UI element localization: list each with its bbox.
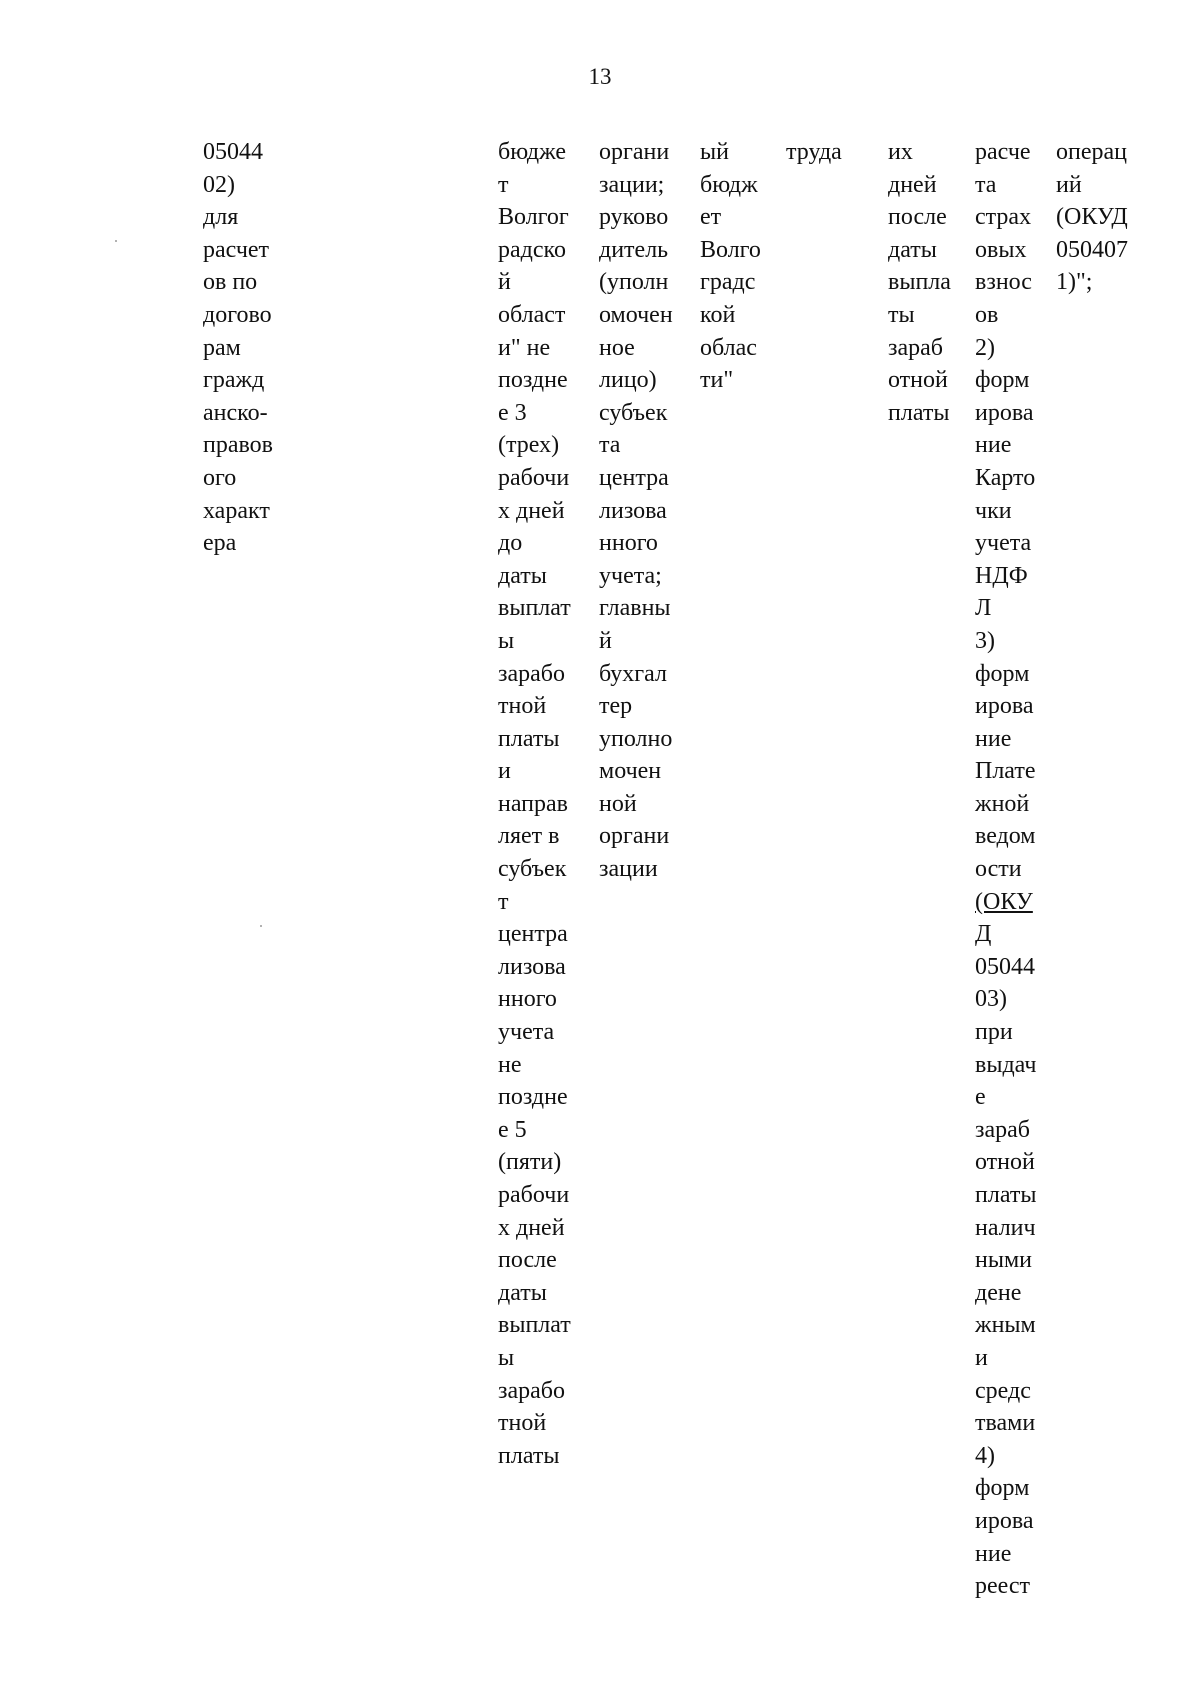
cell-text-line: та [975, 171, 997, 198]
cell-text-line: после [888, 204, 947, 231]
cell-text-line: направ [498, 790, 569, 817]
cell-text-line: даты [498, 1279, 547, 1306]
cell-text-line: ирова [975, 1507, 1034, 1534]
cell-text-line: дней [888, 171, 937, 198]
table-column-8 [1056, 136, 1128, 299]
cell-text-line: главны [599, 595, 671, 622]
cell-text-line: учета; [599, 562, 662, 589]
cell-text-line: при [975, 1019, 1013, 1046]
cell-text-line: ние [975, 1540, 1012, 1567]
cell-text-line: выдач [975, 1051, 1037, 1078]
cell-text-line: лизова [599, 497, 667, 524]
table-column-1 [203, 136, 273, 560]
cell-text-line: учета [975, 530, 1032, 557]
cell-text-line: рам [203, 334, 241, 361]
cell-text-line: нного [498, 986, 557, 1013]
cell-text-line: правов [203, 432, 273, 459]
cell-text-line: зарабо [498, 1377, 565, 1404]
cell-text-line: дене [975, 1279, 1022, 1306]
cell-text-line: уполно [599, 725, 673, 752]
table-column-3 [599, 136, 673, 886]
cell-text-line: 3) [975, 627, 995, 654]
cell-text-line: жной [975, 790, 1030, 817]
cell-text-line: мочен [599, 758, 662, 785]
cell-text-line: до [498, 530, 523, 557]
cell-text-line: зараб [975, 1116, 1030, 1143]
cell-text-line: ов [975, 301, 999, 328]
cell-text-line: отной [975, 1149, 1035, 1176]
cell-text-line: зараб [888, 334, 943, 361]
cell-text-line: е 3 [498, 399, 527, 426]
cell-text-line: ние [975, 725, 1012, 752]
scan-speck [115, 240, 117, 242]
cell-text-line: х дней [498, 1214, 565, 1241]
cell-text-line: учета [498, 1019, 555, 1046]
cell-text-line: даты [498, 562, 547, 589]
cell-text-line: 4) [975, 1442, 995, 1469]
cell-text-line: гражд [203, 367, 265, 394]
cell-text-line: чки [975, 497, 1012, 524]
cell-text-line: ы [498, 627, 515, 654]
cell-text-line: рабочи [498, 1182, 570, 1208]
cell-text-line: труда [786, 139, 842, 165]
cell-text-line: та [599, 432, 621, 459]
cell-text-line: форм [975, 367, 1030, 394]
cell-text-line: зарабо [498, 660, 565, 687]
cell-text-line: 03) [975, 986, 1007, 1013]
cell-text-line: анско- [203, 399, 268, 426]
cell-text-line: платы [975, 1182, 1037, 1208]
cell-text-line: нного [599, 530, 658, 557]
cell-text-line: выпла [888, 269, 951, 296]
cell-text-line: налич [975, 1214, 1036, 1241]
cell-text-line: кой [700, 301, 736, 328]
cell-text-line: (трех) [498, 432, 560, 459]
cell-text-line: платы [498, 1442, 560, 1469]
cell-text-line: градс [700, 269, 756, 296]
cell-text-line: НДФ [975, 562, 1028, 589]
cell-text-line: лицо) [599, 367, 657, 394]
cell-text-line: ости [975, 856, 1022, 883]
cell-text-line: для [203, 204, 239, 231]
cell-text-line: ий [1056, 171, 1082, 198]
cell-text-line: Д [975, 921, 992, 948]
cell-text-line: 05044 [203, 139, 263, 165]
cell-text-line: ты [888, 301, 915, 328]
table-column-5 [786, 136, 842, 169]
cell-text-line: отной [888, 367, 948, 394]
cell-text-line: 02) [203, 171, 235, 198]
cell-text-line: дитель [599, 236, 669, 263]
cell-text-line: бюдж [700, 171, 758, 198]
cell-text-line: платы [888, 399, 950, 426]
cell-text-line: (ОКУД [1056, 204, 1128, 231]
cell-text-line: расче [975, 139, 1031, 165]
cell-text-line: ов по [203, 269, 258, 296]
cell-text-line: област [498, 301, 566, 328]
cell-text-line: операц [1056, 139, 1127, 165]
cell-text-line: органи [599, 139, 670, 165]
cell-text-line: после [498, 1247, 557, 1274]
cell-text-line: Волго [700, 236, 761, 263]
cell-text-line: (уполн [599, 269, 669, 296]
cell-text-line: 1)"; [1056, 269, 1093, 296]
cell-text-line: ведом [975, 823, 1036, 850]
cell-text-line: поздне [498, 1084, 568, 1111]
cell-text-line: тной [498, 693, 547, 720]
cell-text-line: ние [975, 432, 1012, 459]
cell-text-line: догово [203, 301, 272, 328]
cell-text-line: облас [700, 334, 757, 361]
cell-text-line: страх [975, 204, 1032, 231]
cell-text-line: ый [700, 139, 729, 165]
cell-text-line: зации; [599, 171, 665, 198]
cell-text-line: (ОКУ [975, 888, 1033, 915]
cell-text-line: ляет в [498, 823, 560, 850]
cell-text-line: тер [599, 693, 633, 720]
cell-text-line: характ [203, 497, 270, 524]
cell-text-line: зации [599, 856, 658, 883]
cell-text-line: платы [498, 725, 560, 752]
cell-text-line: поздне [498, 367, 568, 394]
cell-text-line: ет [700, 204, 722, 231]
table-column-7 [975, 136, 1036, 1603]
cell-text-line: центра [498, 921, 568, 948]
cell-text-line: ной [599, 790, 637, 817]
cell-text-line: тной [498, 1410, 547, 1437]
cell-text-line: т [498, 171, 509, 198]
cell-text-line: Плате [975, 758, 1036, 785]
cell-text-line: твами [975, 1410, 1036, 1437]
cell-text-line: 2) [975, 334, 995, 361]
cell-text-line: ы [498, 1344, 515, 1371]
cell-text-line: ными [975, 1247, 1032, 1274]
cell-text-line: реест [975, 1573, 1031, 1600]
cell-text-line: й [498, 269, 511, 296]
cell-text-line: и [498, 758, 511, 785]
cell-text-line: и [975, 1344, 988, 1371]
cell-text-line: руково [599, 204, 669, 231]
cell-text-line: 05044 [975, 953, 1035, 980]
cell-text-line: ное [599, 334, 635, 361]
cell-text-line: бюдже [498, 139, 567, 165]
cell-text-line: ти" [700, 367, 734, 394]
cell-text-line: субъек [599, 399, 668, 426]
cell-text-line: центра [599, 464, 669, 491]
cell-text-line: т [498, 888, 509, 915]
cell-text-line: расчет [203, 236, 270, 263]
page-number: 13 [588, 64, 612, 89]
cell-text-line: е 5 [498, 1116, 527, 1143]
cell-text-line: и" не [498, 334, 551, 361]
cell-text-line: ера [203, 530, 237, 557]
cell-text-line: х дней [498, 497, 565, 524]
cell-text-line: форм [975, 1475, 1030, 1502]
cell-text-line: выплат [498, 595, 571, 622]
cell-text-line: даты [888, 236, 937, 263]
cell-text-line: их [888, 139, 913, 165]
cell-text-line: не [498, 1051, 522, 1078]
cell-text-line: радско [498, 236, 566, 263]
cell-text-line: выплат [498, 1312, 571, 1339]
cell-text-line: омочен [599, 301, 673, 328]
cell-text-line: (пяти) [498, 1149, 562, 1176]
cell-text-line: форм [975, 660, 1030, 687]
cell-text-line: субъек [498, 856, 567, 883]
cell-text-line: Карто [975, 464, 1036, 491]
cell-text-line: органи [599, 823, 670, 850]
table-column-6 [888, 136, 951, 429]
table-column-4 [700, 136, 761, 397]
cell-text-line: е [975, 1084, 986, 1111]
scan-speck [260, 925, 262, 927]
table-column-2 [498, 136, 571, 1472]
cell-text-line: ирова [975, 693, 1034, 720]
cell-text-line: ого [203, 464, 237, 491]
cell-text-line: 050407 [1056, 236, 1128, 263]
cell-text-line: жным [975, 1312, 1036, 1339]
cell-text-line: Волгог [498, 204, 569, 231]
cell-text-line: бухгал [599, 660, 667, 687]
cell-text-line: овых [975, 236, 1027, 263]
cell-text-line: средс [975, 1377, 1031, 1404]
cell-text-line: взнос [975, 269, 1032, 296]
cell-text-line: ирова [975, 399, 1034, 426]
cell-text-line: Л [975, 595, 992, 622]
cell-text-line: й [599, 627, 612, 654]
cell-text-line: рабочи [498, 464, 570, 491]
cell-text-line: лизова [498, 953, 566, 980]
